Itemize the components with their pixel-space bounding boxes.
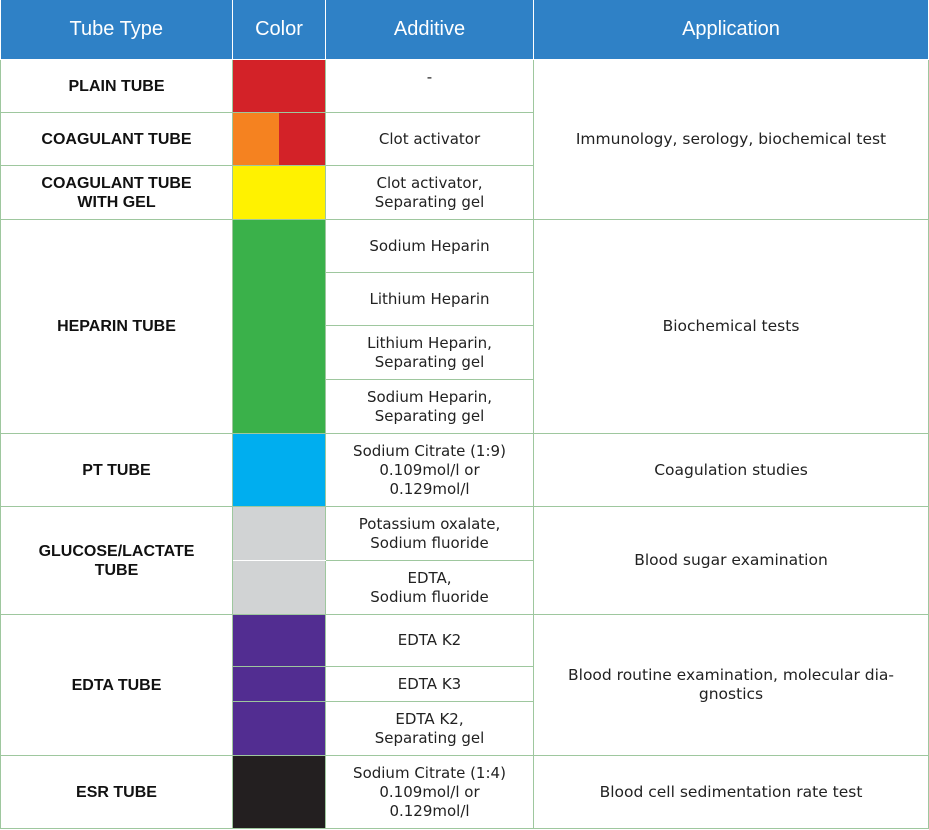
- additive-cell: [326, 434, 534, 507]
- application-line: gnostics: [698, 685, 764, 703]
- tube-type-esr: ESR TUBE: [1, 756, 233, 829]
- color-swatch-red: [279, 113, 325, 165]
- tube-type-coagulant: COAGULANT TUBE: [1, 113, 233, 166]
- table-row: [1, 434, 929, 507]
- color-swatch-orange-red: [233, 113, 326, 166]
- header-additive: Additive: [326, 0, 534, 60]
- additive-cell: EDTA K3: [326, 667, 534, 702]
- additive-line: Lithium Heparin,: [367, 333, 492, 352]
- additive-cell: [326, 326, 534, 380]
- tube-type-line: GLUCOSE/LACTATE: [38, 542, 195, 560]
- application-cell: [534, 615, 929, 756]
- additive-cell: -: [326, 60, 534, 113]
- additive-line: 0.129mol/l: [389, 801, 470, 820]
- color-swatch-gray: [233, 507, 326, 561]
- table-row: [1, 220, 929, 273]
- additive-line: Sodium fluoride: [370, 587, 489, 606]
- additive-line: Clot activator,: [376, 173, 483, 192]
- color-swatch-gray: [233, 561, 326, 615]
- color-swatch-red: [233, 60, 326, 113]
- table-row: [1, 756, 929, 829]
- color-swatch-yellow: [233, 166, 326, 220]
- header-application: Application: [534, 0, 929, 60]
- tube-type-line: TUBE: [94, 561, 139, 579]
- tube-type-edta: EDTA TUBE: [1, 615, 233, 756]
- application-cell: Biochemical tests: [534, 220, 929, 434]
- tube-type-pt: PT TUBE: [1, 434, 233, 507]
- application-cell: Immunology, serology, biochemical test: [534, 60, 929, 220]
- color-swatch-purple: [233, 702, 326, 756]
- additive-line: EDTA K2,: [395, 709, 464, 728]
- color-swatch-purple: [233, 667, 326, 702]
- color-swatch-orange: [233, 113, 279, 165]
- additive-line: Sodium Citrate (1:9): [353, 441, 506, 460]
- additive-line: Separating gel: [374, 352, 485, 371]
- additive-line: Separating gel: [374, 728, 485, 747]
- header-row: [1, 0, 929, 60]
- additive-cell: EDTA K2: [326, 615, 534, 667]
- additive-line: 0.109mol/l or: [379, 782, 480, 801]
- color-swatch-purple: [233, 615, 326, 667]
- color-swatch-black: [233, 756, 326, 829]
- application-cell: Blood cell sedimentation rate test: [534, 756, 929, 829]
- application-cell: Coagulation studies: [534, 434, 929, 507]
- header-color: Color: [233, 0, 326, 60]
- additive-cell: Lithium Heparin: [326, 273, 534, 326]
- additive-line: Sodium fluoride: [370, 533, 489, 552]
- application-line: Blood routine examination, molecular dia-: [568, 666, 894, 684]
- application-cell: Blood sugar examination: [534, 507, 929, 615]
- additive-line: EDTA,: [407, 568, 452, 587]
- color-swatch-blue: [233, 434, 326, 507]
- tube-type-glucose: [1, 507, 233, 615]
- additive-cell: [326, 756, 534, 829]
- tube-type-coagulant-gel: [1, 166, 233, 220]
- table-row: [1, 615, 929, 667]
- additive-line: Sodium Heparin,: [366, 387, 493, 406]
- additive-cell: [326, 380, 534, 434]
- tube-type-heparin: HEPARIN TUBE: [1, 220, 233, 434]
- tube-type-plain: PLAIN TUBE: [1, 60, 233, 113]
- color-swatch-green: [233, 220, 326, 434]
- additive-cell: [326, 507, 534, 561]
- additive-line: Separating gel: [374, 406, 485, 425]
- tube-type-line: WITH GEL: [77, 193, 156, 211]
- tube-type-line: COAGULANT TUBE: [41, 174, 192, 192]
- additive-cell: Sodium Heparin: [326, 220, 534, 273]
- additive-cell: [326, 166, 534, 220]
- header-tube-type: Tube Type: [1, 0, 233, 60]
- additive-cell: [326, 561, 534, 615]
- table-row: [1, 507, 929, 561]
- additive-line: Separating gel: [374, 192, 485, 211]
- additive-cell: [326, 702, 534, 756]
- additive-line: 0.129mol/l: [389, 479, 470, 498]
- additive-cell: Clot activator: [326, 113, 534, 166]
- additive-line: Potassium oxalate,: [358, 514, 501, 533]
- additive-line: 0.109mol/l or: [379, 460, 480, 479]
- additive-line: Sodium Citrate (1:4): [353, 763, 506, 782]
- table-row: [1, 60, 929, 113]
